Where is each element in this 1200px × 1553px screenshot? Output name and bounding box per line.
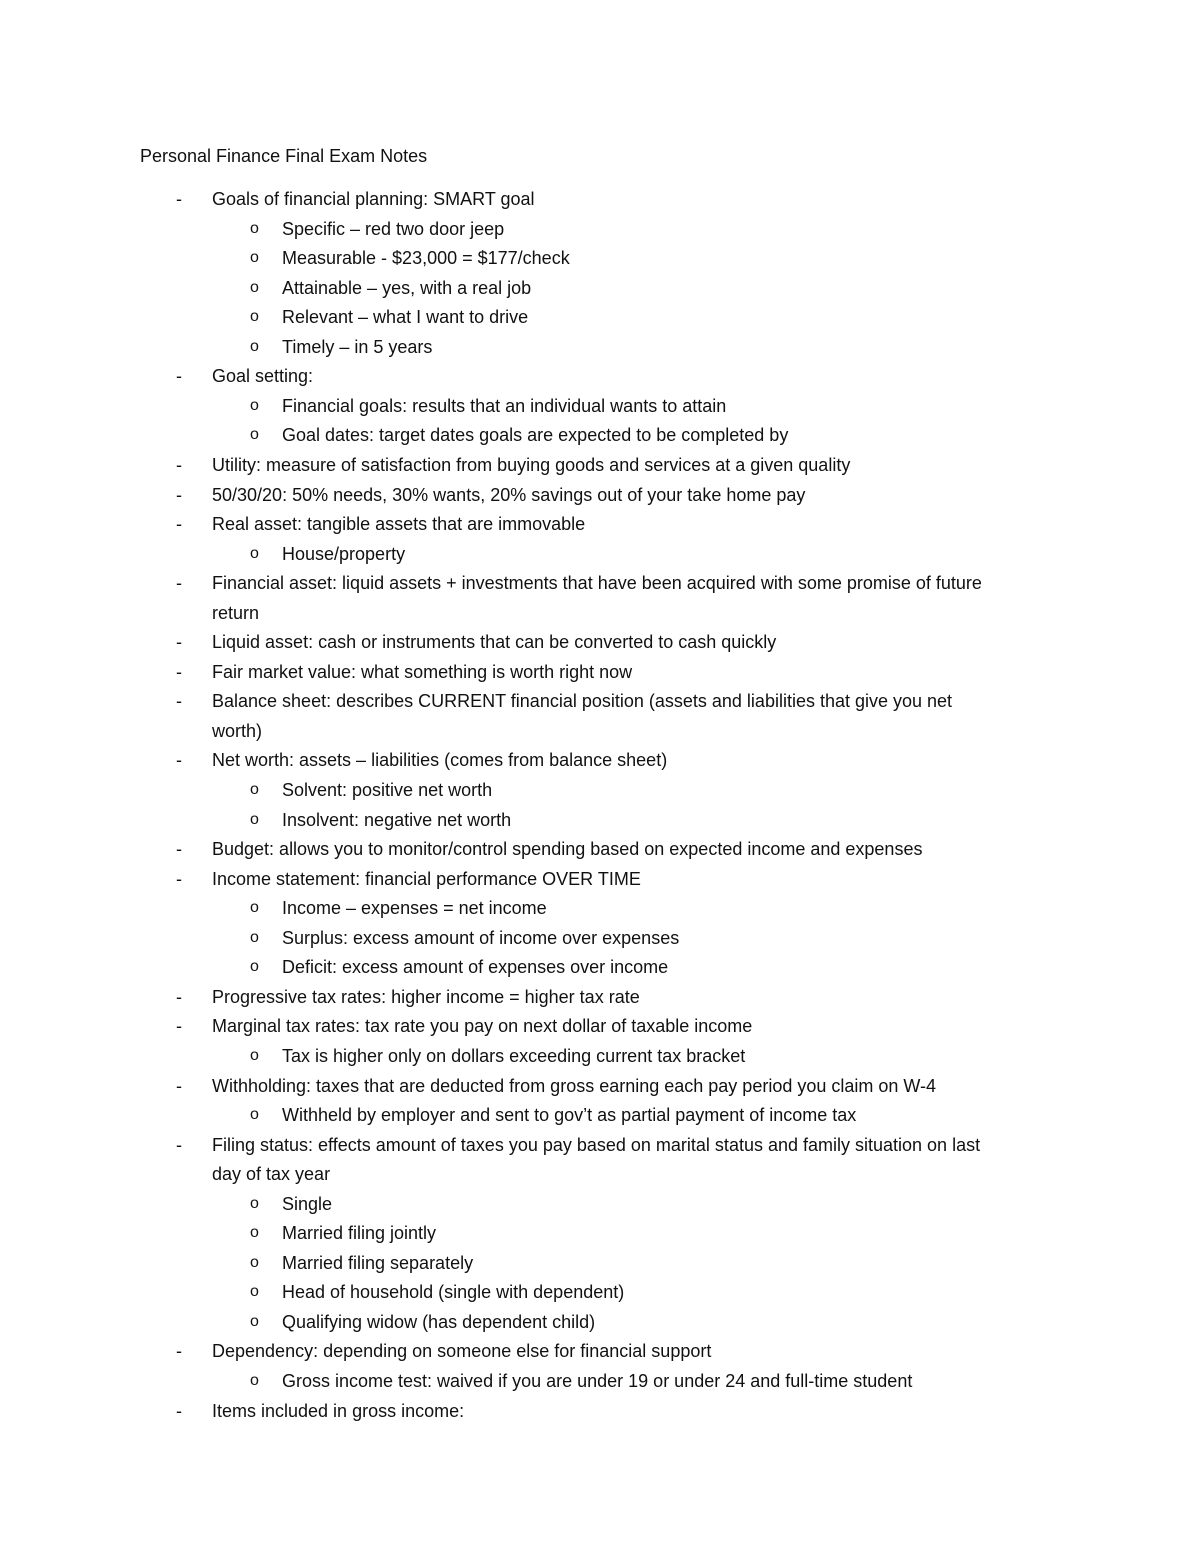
sub-item-text: Insolvent: negative net worth [282, 810, 512, 830]
circle-bullet: o [250, 220, 259, 237]
sub-item-text: Attainable – yes, with a real job [282, 278, 532, 298]
sub-item-text: House/property [282, 544, 406, 564]
item-text: Dependency: depending on someone else for financial support [212, 1341, 712, 1361]
dash-bullet: - [176, 1401, 182, 1421]
sub-item-text: Withheld by employer and sent to gov’t as partial payment of income tax [282, 1105, 857, 1125]
sub-item-text: Qualifying widow (has dependent child) [282, 1312, 596, 1332]
circle-bullet: o [250, 397, 259, 414]
item-text: Utility: measure of satisfaction from buying goods and services at a given quality [212, 455, 851, 475]
item-text: Goals of financial planning: SMART goal [212, 189, 535, 209]
sub-item-text: Deficit: excess amount of expenses over income [282, 957, 669, 977]
item-text: Withholding: taxes that are deducted from gross earning each pay period you claim on W-4 [212, 1076, 937, 1096]
item-text: Items included in gross income: [212, 1401, 465, 1421]
document-title: Personal Finance Final Exam Notes [140, 146, 428, 166]
item-text: 50/30/20: 50% needs, 30% wants, 20% savings out of your take home pay [212, 485, 806, 505]
circle-bullet: o [250, 1195, 259, 1212]
circle-bullet: o [250, 338, 259, 355]
sub-item-text: Gross income test: waived if you are under 19 or under 24 and full-time student [282, 1371, 913, 1391]
circle-bullet: o [250, 1047, 259, 1064]
continuation-text: return [212, 603, 260, 623]
dash-bullet: - [176, 632, 182, 652]
dash-bullet: - [176, 1016, 182, 1036]
circle-bullet: o [250, 1313, 259, 1330]
dash-bullet: - [176, 750, 182, 770]
sub-item-text: Measurable - $23,000 = $177/check [282, 248, 570, 268]
sub-item-text: Financial goals: results that an individual wants to attain [282, 396, 727, 416]
dash-bullet: - [176, 455, 182, 475]
item-text: Balance sheet: describes CURRENT financial position (assets and liabilities that give you net [212, 691, 953, 711]
sub-item-text: Solvent: positive net worth [282, 780, 493, 800]
circle-bullet: o [250, 958, 259, 975]
dash-bullet: - [176, 366, 182, 386]
circle-bullet: o [250, 249, 259, 266]
circle-bullet: o [250, 1224, 259, 1241]
dash-bullet: - [176, 189, 182, 209]
dash-bullet: - [176, 869, 182, 889]
sub-item-text: Relevant – what I want to drive [282, 307, 529, 327]
dash-bullet: - [176, 1076, 182, 1096]
item-text: Fair market value: what something is worth right now [212, 662, 633, 682]
item-text: Progressive tax rates: higher income = higher tax rate [212, 987, 640, 1007]
dash-bullet: - [176, 485, 182, 505]
item-text: Liquid asset: cash or instruments that can be converted to cash quickly [212, 632, 777, 652]
sub-item-text: Head of household (single with dependent) [282, 1282, 625, 1302]
circle-bullet: o [250, 1283, 259, 1300]
circle-bullet: o [250, 929, 259, 946]
item-text: Real asset: tangible assets that are immovable [212, 514, 586, 534]
circle-bullet: o [250, 1106, 259, 1123]
dash-bullet: - [176, 839, 182, 859]
dash-bullet: - [176, 691, 182, 711]
item-text: Income statement: financial performance OVER TIME [212, 869, 641, 889]
item-text: Filing status: effects amount of taxes you pay based on marital status and family situation on last [212, 1135, 981, 1155]
item-text: Net worth: assets – liabilities (comes from balance sheet) [212, 750, 668, 770]
continuation-text: worth) [212, 721, 263, 741]
item-text: Budget: allows you to monitor/control spending based on expected income and expenses [212, 839, 923, 859]
circle-bullet: o [250, 781, 259, 798]
circle-bullet: o [250, 811, 259, 828]
item-text: Financial asset: liquid assets + investments that have been acquired with some promise of future [212, 573, 982, 593]
sub-item-text: Specific – red two door jeep [282, 219, 505, 239]
sub-item-text: Single [282, 1194, 333, 1214]
dash-bullet: - [176, 987, 182, 1007]
dash-bullet: - [176, 1135, 182, 1155]
sub-item-text: Tax is higher only on dollars exceeding current tax bracket [282, 1046, 746, 1066]
circle-bullet: o [250, 899, 259, 916]
circle-bullet: o [250, 426, 259, 443]
sub-item-text: Married filing jointly [282, 1223, 437, 1243]
circle-bullet: o [250, 308, 259, 325]
dash-bullet: - [176, 1341, 182, 1361]
sub-item-text: Married filing separately [282, 1253, 474, 1273]
item-text: Goal setting: [212, 366, 314, 386]
circle-bullet: o [250, 1254, 259, 1271]
item-text: Marginal tax rates: tax rate you pay on next dollar of taxable income [212, 1016, 753, 1036]
sub-item-text: Timely – in 5 years [282, 337, 433, 357]
dash-bullet: - [176, 573, 182, 593]
continuation-text: day of tax year [212, 1164, 331, 1184]
sub-item-text: Surplus: excess amount of income over expenses [282, 928, 680, 948]
circle-bullet: o [250, 279, 259, 296]
circle-bullet: o [250, 1372, 259, 1389]
sub-item-text: Goal dates: target dates goals are expected to be completed by [282, 425, 789, 445]
dash-bullet: - [176, 662, 182, 682]
circle-bullet: o [250, 545, 259, 562]
dash-bullet: - [176, 514, 182, 534]
sub-item-text: Income – expenses = net income [282, 898, 547, 918]
